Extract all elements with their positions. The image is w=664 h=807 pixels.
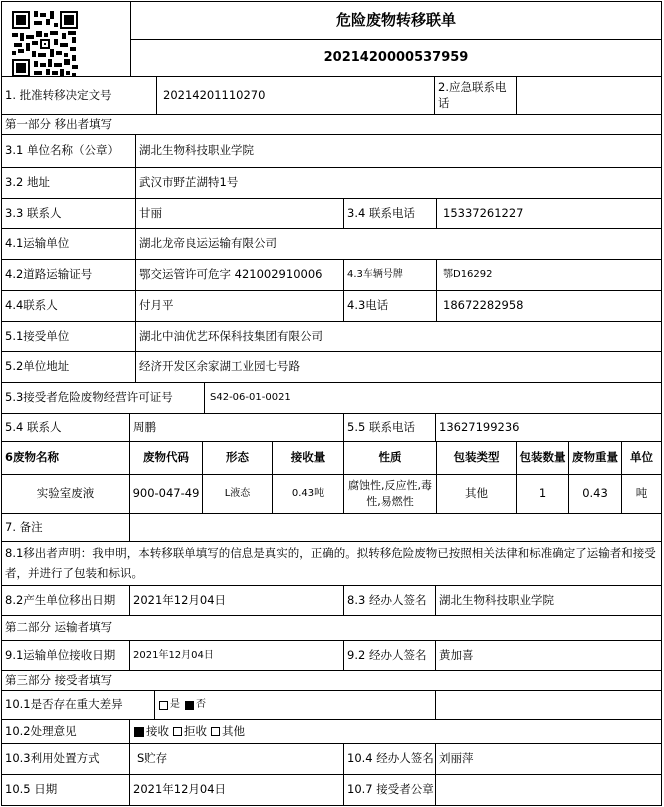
table-cell: 吨 [622, 475, 662, 514]
waste-table-header: 包装数量 [517, 442, 569, 475]
table-cell: 1 [517, 475, 569, 514]
waste-table-header: 形态 [203, 442, 273, 475]
vehicle-plate-label: 4.3车辆号牌 [344, 260, 437, 291]
final-date-label: 10.5 日期 [2, 775, 130, 806]
transport-signer-label: 9.2 经办人签名 [344, 641, 436, 671]
waste-table-header: 废物重量 [569, 442, 622, 475]
generator-address: 武汉市野芷湖特1号 [136, 168, 662, 199]
transport-license: 鄂交运管许可危字 421002910006 [136, 260, 344, 291]
discrepancy-yes-checkbox[interactable] [159, 701, 168, 710]
receiver-permit: S42-06-01-0021 [205, 383, 662, 414]
discrepancy-label: 10.1是否存在重大差异 [2, 691, 155, 720]
discrepancy-no-checkbox[interactable] [185, 701, 194, 710]
receiver-phone: 13627199236 [436, 414, 662, 442]
transport-unit: 湖北龙帝良运运输有限公司 [136, 229, 662, 260]
disposal-method: S贮存 [130, 744, 344, 775]
receiver-seal [436, 775, 662, 806]
handling-reject-checkbox[interactable] [173, 727, 182, 736]
waste-table-header: 6废物名称 [2, 442, 130, 475]
transfer-manifest-form [1, 1, 662, 806]
generator-phone-label: 3.4 联系电话 [344, 199, 437, 229]
handling-reject-label: 拒收 [184, 723, 207, 738]
receiver-phone-label: 5.5 联系电话 [344, 414, 436, 442]
shipper-declaration: 8.1移出者声明：我申明，本转移联单填写的信息是真实的，正确的。拟转移危险废物已按照相关法律和标准确定了运输者和接受者，并进行了包装和标识。 [2, 542, 662, 586]
generator-name: 湖北生物科技职业学院 [136, 135, 662, 168]
emergency-phone-value [517, 77, 662, 115]
remarks-label: 7. 备注 [2, 514, 130, 542]
generator-name-label: 3.1 单位名称（公章） [2, 135, 136, 168]
handling-accept-checkbox[interactable] [134, 727, 144, 737]
final-date: 2021年12月04日 [130, 775, 344, 806]
table-cell: 实验室废液 [2, 475, 130, 514]
receiver-signer-label: 10.4 经办人签名 [344, 744, 436, 775]
shipping-date-label: 8.2产生单位移出日期 [2, 586, 130, 616]
transport-license-label: 4.2道路运输证号 [2, 260, 136, 291]
part3-title: 第三部分 接受者填写 [2, 671, 662, 691]
table-cell: 0.43吨 [273, 475, 344, 514]
part2-title: 第二部分 运输者填写 [2, 616, 662, 641]
discrepancy-options [155, 691, 436, 720]
waste-table-header: 单位 [622, 442, 662, 475]
transport-receive-date: 2021年12月04日 [130, 641, 344, 671]
table-cell: 其他 [437, 475, 517, 514]
generator-contact: 甘丽 [136, 199, 344, 229]
receiver-address: 经济开发区余家湖工业园七号路 [136, 352, 662, 383]
table-cell: 腐蚀性,反应性,毒性,易燃性 [344, 475, 437, 514]
receiver-permit-label: 5.3接受者危险废物经营许可证号 [2, 383, 205, 414]
transport-unit-label: 4.1运输单位 [2, 229, 136, 260]
vehicle-plate: 鄂D16292 [437, 260, 662, 291]
waste-table-header: 性质 [344, 442, 437, 475]
transport-contact-label: 4.4联系人 [2, 291, 136, 322]
form-title: 危险废物转移联单 [131, 2, 662, 40]
transport-phone: 18672282958 [437, 291, 662, 322]
table-cell: 900-047-49 [130, 475, 203, 514]
qr-code-cell [2, 2, 131, 77]
generator-address-label: 3.2 地址 [2, 168, 136, 199]
emergency-phone-label: 2.应急联系电话 [435, 77, 517, 115]
qr-code-icon [12, 11, 78, 77]
shipping-signer: 湖北生物科技职业学院 [436, 586, 662, 616]
approval-label: 1. 批准转移决定文号 [2, 77, 157, 115]
handling-label: 10.2处理意见 [2, 720, 130, 744]
transport-phone-label: 4.3电话 [344, 291, 437, 322]
serial-number: 2021420000537959 [131, 40, 662, 77]
shipping-date: 2021年12月04日 [130, 586, 344, 616]
handling-options [130, 720, 662, 744]
handling-other-label: 其他 [222, 723, 245, 738]
generator-contact-label: 3.3 联系人 [2, 199, 136, 229]
table-cell: 0.43 [569, 475, 622, 514]
receiver-unit-label: 5.1接受单位 [2, 322, 136, 352]
generator-phone: 15337261227 [437, 199, 662, 229]
remarks-value [130, 514, 662, 542]
receiver-contact-label: 5.4 联系人 [2, 414, 130, 442]
discrepancy-yes-label: 是 [170, 699, 180, 711]
waste-table-header: 废物代码 [130, 442, 203, 475]
approval-value: 20214201110270 [157, 77, 435, 115]
transport-contact: 付月平 [136, 291, 344, 322]
table-cell: L液态 [203, 475, 273, 514]
shipping-signer-label: 8.3 经办人签名 [344, 586, 436, 616]
waste-table-header: 接收量 [273, 442, 344, 475]
handling-other-checkbox[interactable] [211, 727, 220, 736]
disposal-method-label: 10.3利用处置方式 [2, 744, 130, 775]
discrepancy-blank [436, 691, 662, 720]
receiver-seal-label: 10.7 接受者公章 [344, 775, 436, 806]
discrepancy-no-label: 否 [196, 699, 206, 711]
transport-signer: 黄加喜 [436, 641, 662, 671]
transport-receive-date-label: 9.1运输单位接收日期 [2, 641, 130, 671]
receiver-signer: 刘丽萍 [436, 744, 662, 775]
waste-table-header: 包装类型 [437, 442, 517, 475]
receiver-contact: 周鹏 [130, 414, 344, 442]
handling-accept-label: 接收 [146, 723, 169, 738]
receiver-address-label: 5.2单位地址 [2, 352, 136, 383]
receiver-unit: 湖北中油优艺环保科技集团有限公司 [136, 322, 662, 352]
part1-title: 第一部分 移出者填写 [2, 115, 662, 135]
